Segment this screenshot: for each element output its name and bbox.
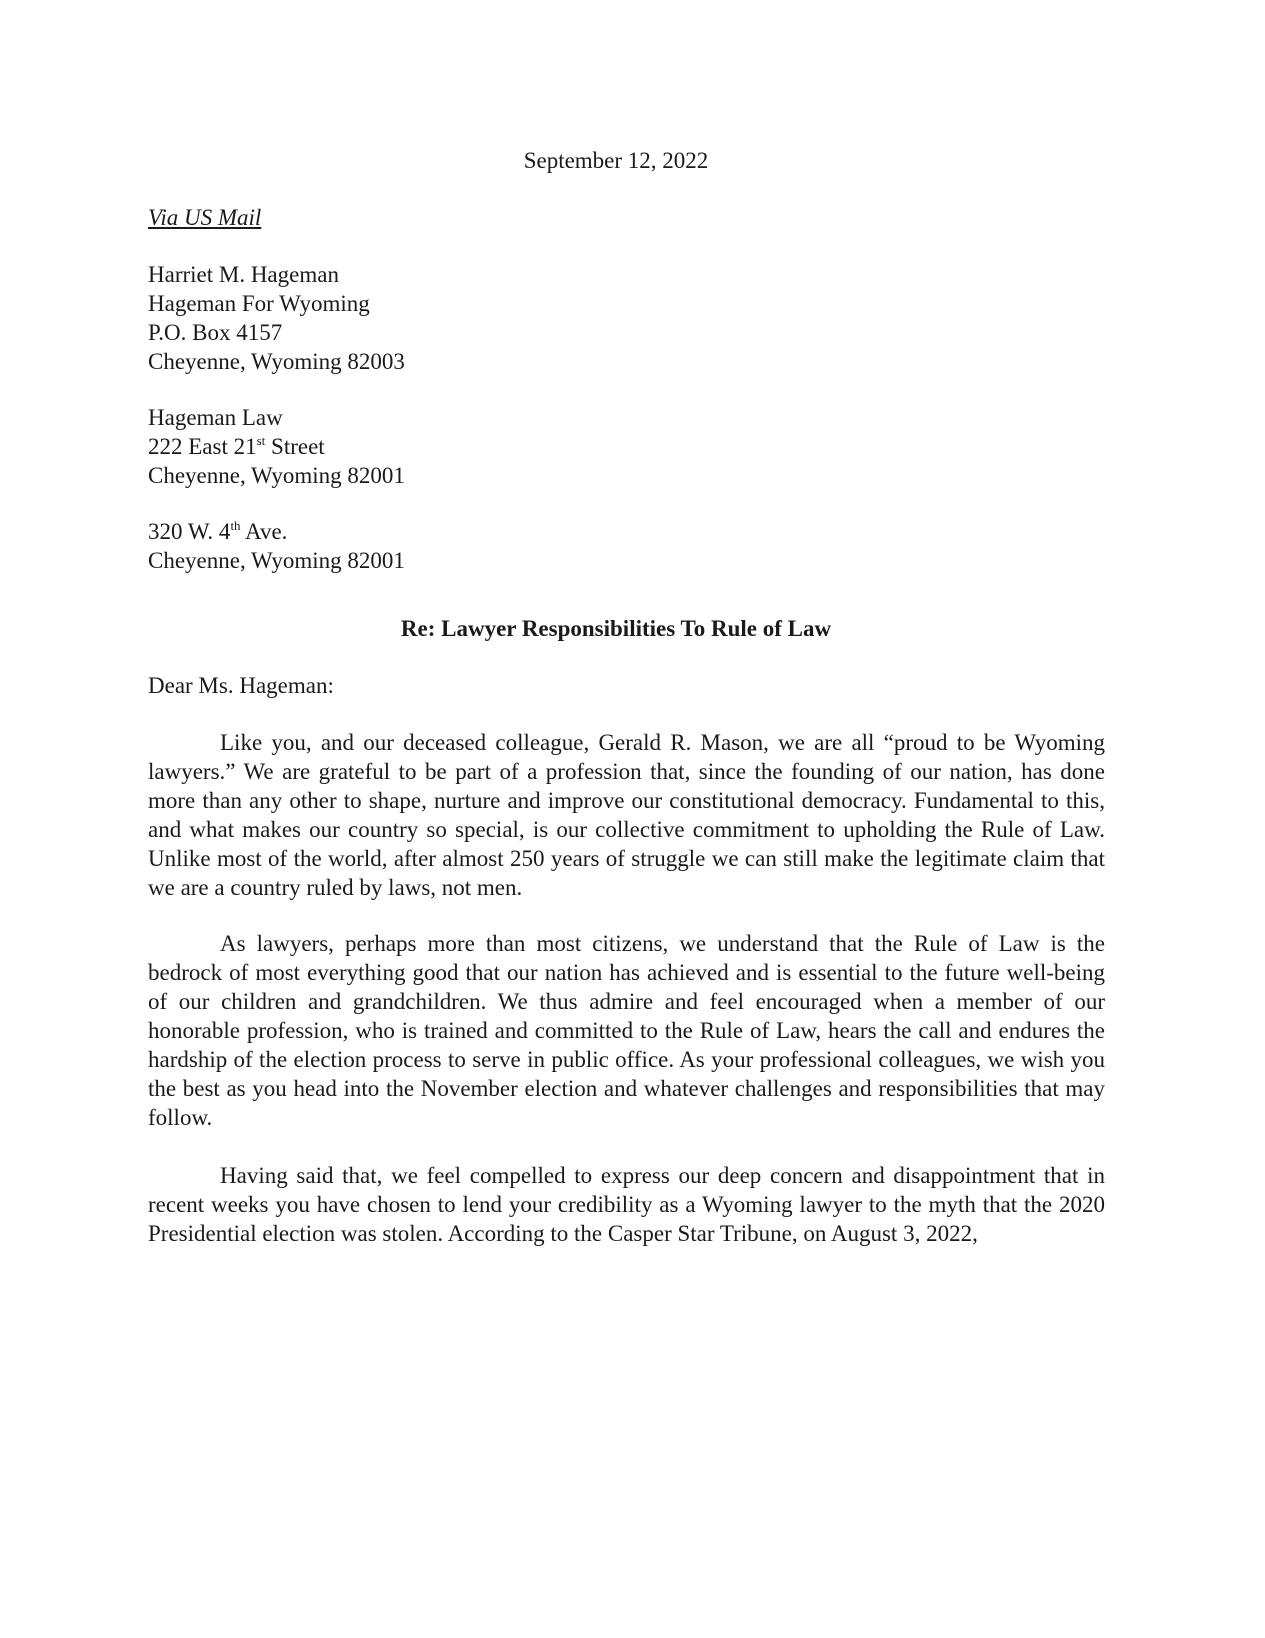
recipient-name: Harriet M. Hageman — [148, 262, 339, 287]
street-ordinal-suffix: st — [256, 433, 266, 448]
recipient-street — [148, 432, 405, 461]
body-paragraph-3: Having said that, we feel compelled to express our deep concern and disappointment that in recent weeks you have chosen to lend your credibility as a Wyoming lawyer to the myth that the 2020 Presidential election was stolen. According to the Casper Star Tribune, on August 3, 2022, — [148, 1163, 1105, 1246]
recipient-address-block-1 — [148, 260, 405, 376]
subject-line: Re: Lawyer Responsibilities To Rule of Law — [400, 616, 832, 641]
recipient-address-block-3 — [148, 517, 405, 575]
body-paragraph-2: As lawyers, perhaps more than most citizens, we understand that the Rule of Law is the bedrock of most everything good that our nation has achieved and is essential to the future well-being of our children and grandchildren. We thus admire and feel encouraged when a member of our honorable profession, who is trained and committed to the Rule of Law, hears the call and endures the hardship of the election process to serve in public office. As your professional colleagues, we wish you the best as you head into the November election and whatever challenges and responsibilities that may follow. — [148, 931, 1105, 1130]
recipient-organization: Hageman For Wyoming — [148, 291, 370, 316]
recipient-city-state-zip: Cheyenne, Wyoming 82003 — [148, 349, 405, 374]
delivery-method: Via US Mail — [148, 205, 262, 230]
street-ordinal-suffix: th — [230, 518, 241, 533]
recipient-city-state-zip: Cheyenne, Wyoming 82001 — [148, 548, 405, 573]
body-paragraph-1: Like you, and our deceased colleague, Gerald R. Mason, we are all “proud to be Wyoming lawyers.” We are grateful to be part of a profession that, since the founding of our nation, has done more than any other to shape, nurture and improve our constitutional democracy. Fundamental to this, and what makes our country so special, is our collective commitment to upholding the Rule of Law. Unlike most of the world, after almost 250 years of struggle we can still make the legitimate claim that we are a country ruled by laws, not men. — [148, 730, 1105, 900]
salutation: Dear Ms. Hageman: — [148, 673, 334, 698]
street-number: 222 East 21 — [148, 434, 257, 459]
letter-date: September 12, 2022 — [523, 148, 709, 173]
recipient-po-box: P.O. Box 4157 — [148, 320, 283, 345]
recipient-address-block-2 — [148, 403, 405, 490]
recipient-organization: Hageman Law — [148, 405, 283, 430]
recipient-street — [148, 517, 405, 546]
street-name: Street — [265, 434, 325, 459]
recipient-city-state-zip: Cheyenne, Wyoming 82001 — [148, 463, 405, 488]
street-name: Ave. — [240, 519, 288, 544]
street-number: 320 W. 4 — [148, 519, 231, 544]
